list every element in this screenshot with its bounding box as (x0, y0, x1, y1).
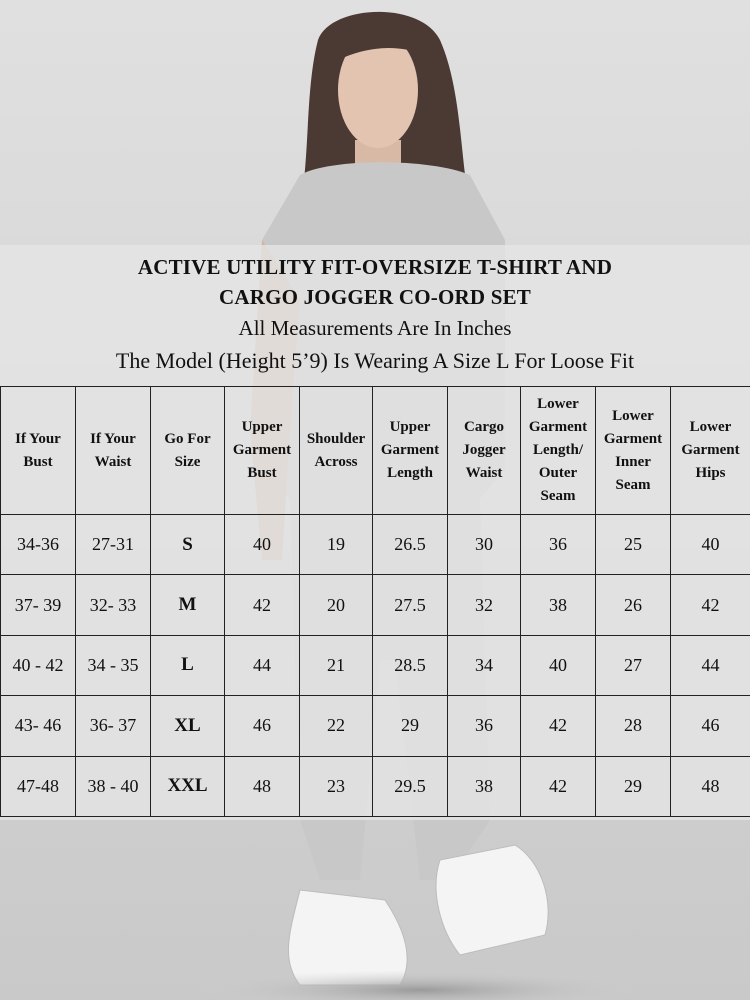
table-header-row (1, 387, 750, 515)
cell-inner-seam: 26 (596, 575, 671, 635)
cell-outer-seam: 38 (521, 575, 596, 635)
cell-shoulder: 20 (300, 575, 373, 635)
cell-jogger-waist: 32 (448, 575, 521, 635)
table-row (1, 756, 750, 816)
header-go-for-size: Go For Size (151, 387, 225, 515)
cell-upper-bust: 40 (225, 515, 300, 575)
header-lower-garment-length-outer-seam: Lower Garment Length/ Outer Seam (521, 387, 596, 515)
cell-inner-seam: 27 (596, 635, 671, 695)
cell-jogger-waist: 34 (448, 635, 521, 695)
cell-hips: 40 (671, 515, 750, 575)
cell-hips: 48 (671, 756, 750, 816)
cell-bust: 43- 46 (1, 696, 76, 756)
cell-inner-seam: 29 (596, 756, 671, 816)
heading-block (0, 252, 750, 378)
cell-hips: 42 (671, 575, 750, 635)
table-row (1, 635, 750, 695)
cell-size: M (151, 575, 225, 635)
title-line-1: ACTIVE UTILITY FIT-OVERSIZE T-SHIRT AND (137, 255, 613, 279)
cell-waist: 38 - 40 (76, 756, 151, 816)
table-row (1, 575, 750, 635)
cell-shoulder: 21 (300, 635, 373, 695)
cell-waist: 32- 33 (76, 575, 151, 635)
cell-waist: 34 - 35 (76, 635, 151, 695)
cell-size: XXL (151, 756, 225, 816)
table-row (1, 515, 750, 575)
cell-size: S (151, 515, 225, 575)
model-note: The Model (Height 5’9) Is Wearing A Size L For Loose Fit (115, 348, 635, 373)
header-shoulder-across: Shoulder Across (300, 387, 373, 515)
header-lower-garment-inner-seam: Lower Garment Inner Seam (596, 387, 671, 515)
cell-outer-seam: 36 (521, 515, 596, 575)
cell-upper-length: 29.5 (373, 756, 448, 816)
header-cargo-jogger-waist: Cargo Jogger Waist (448, 387, 521, 515)
cell-hips: 44 (671, 635, 750, 695)
cell-outer-seam: 40 (521, 635, 596, 695)
title-line-2: CARGO JOGGER CO-ORD SET (218, 285, 532, 309)
cell-upper-length: 29 (373, 696, 448, 756)
cell-outer-seam: 42 (521, 756, 596, 816)
cell-jogger-waist: 38 (448, 756, 521, 816)
subtitle: All Measurements Are In Inches (238, 316, 512, 340)
cell-bust: 34-36 (1, 515, 76, 575)
cell-jogger-waist: 36 (448, 696, 521, 756)
cell-waist: 27-31 (76, 515, 151, 575)
cell-shoulder: 23 (300, 756, 373, 816)
cell-waist: 36- 37 (76, 696, 151, 756)
cell-bust: 40 - 42 (1, 635, 76, 695)
header-upper-garment-bust: Upper Garment Bust (225, 387, 300, 515)
cell-upper-bust: 48 (225, 756, 300, 816)
cell-outer-seam: 42 (521, 696, 596, 756)
header-upper-garment-length: Upper Garment Length (373, 387, 448, 515)
cell-upper-length: 26.5 (373, 515, 448, 575)
cell-upper-bust: 42 (225, 575, 300, 635)
cell-upper-bust: 44 (225, 635, 300, 695)
cell-upper-bust: 46 (225, 696, 300, 756)
size-chart-table (0, 386, 750, 817)
cell-size: XL (151, 696, 225, 756)
cell-upper-length: 28.5 (373, 635, 448, 695)
cell-upper-length: 27.5 (373, 575, 448, 635)
cell-inner-seam: 28 (596, 696, 671, 756)
cell-shoulder: 19 (300, 515, 373, 575)
cell-bust: 47-48 (1, 756, 76, 816)
cell-hips: 46 (671, 696, 750, 756)
cell-size: L (151, 635, 225, 695)
header-if-your-waist: If Your Waist (76, 387, 151, 515)
cell-inner-seam: 25 (596, 515, 671, 575)
header-if-your-bust: If Your Bust (1, 387, 76, 515)
table-row (1, 696, 750, 756)
cell-bust: 37- 39 (1, 575, 76, 635)
cell-shoulder: 22 (300, 696, 373, 756)
header-lower-garment-hips: Lower Garment Hips (671, 387, 750, 515)
cell-jogger-waist: 30 (448, 515, 521, 575)
